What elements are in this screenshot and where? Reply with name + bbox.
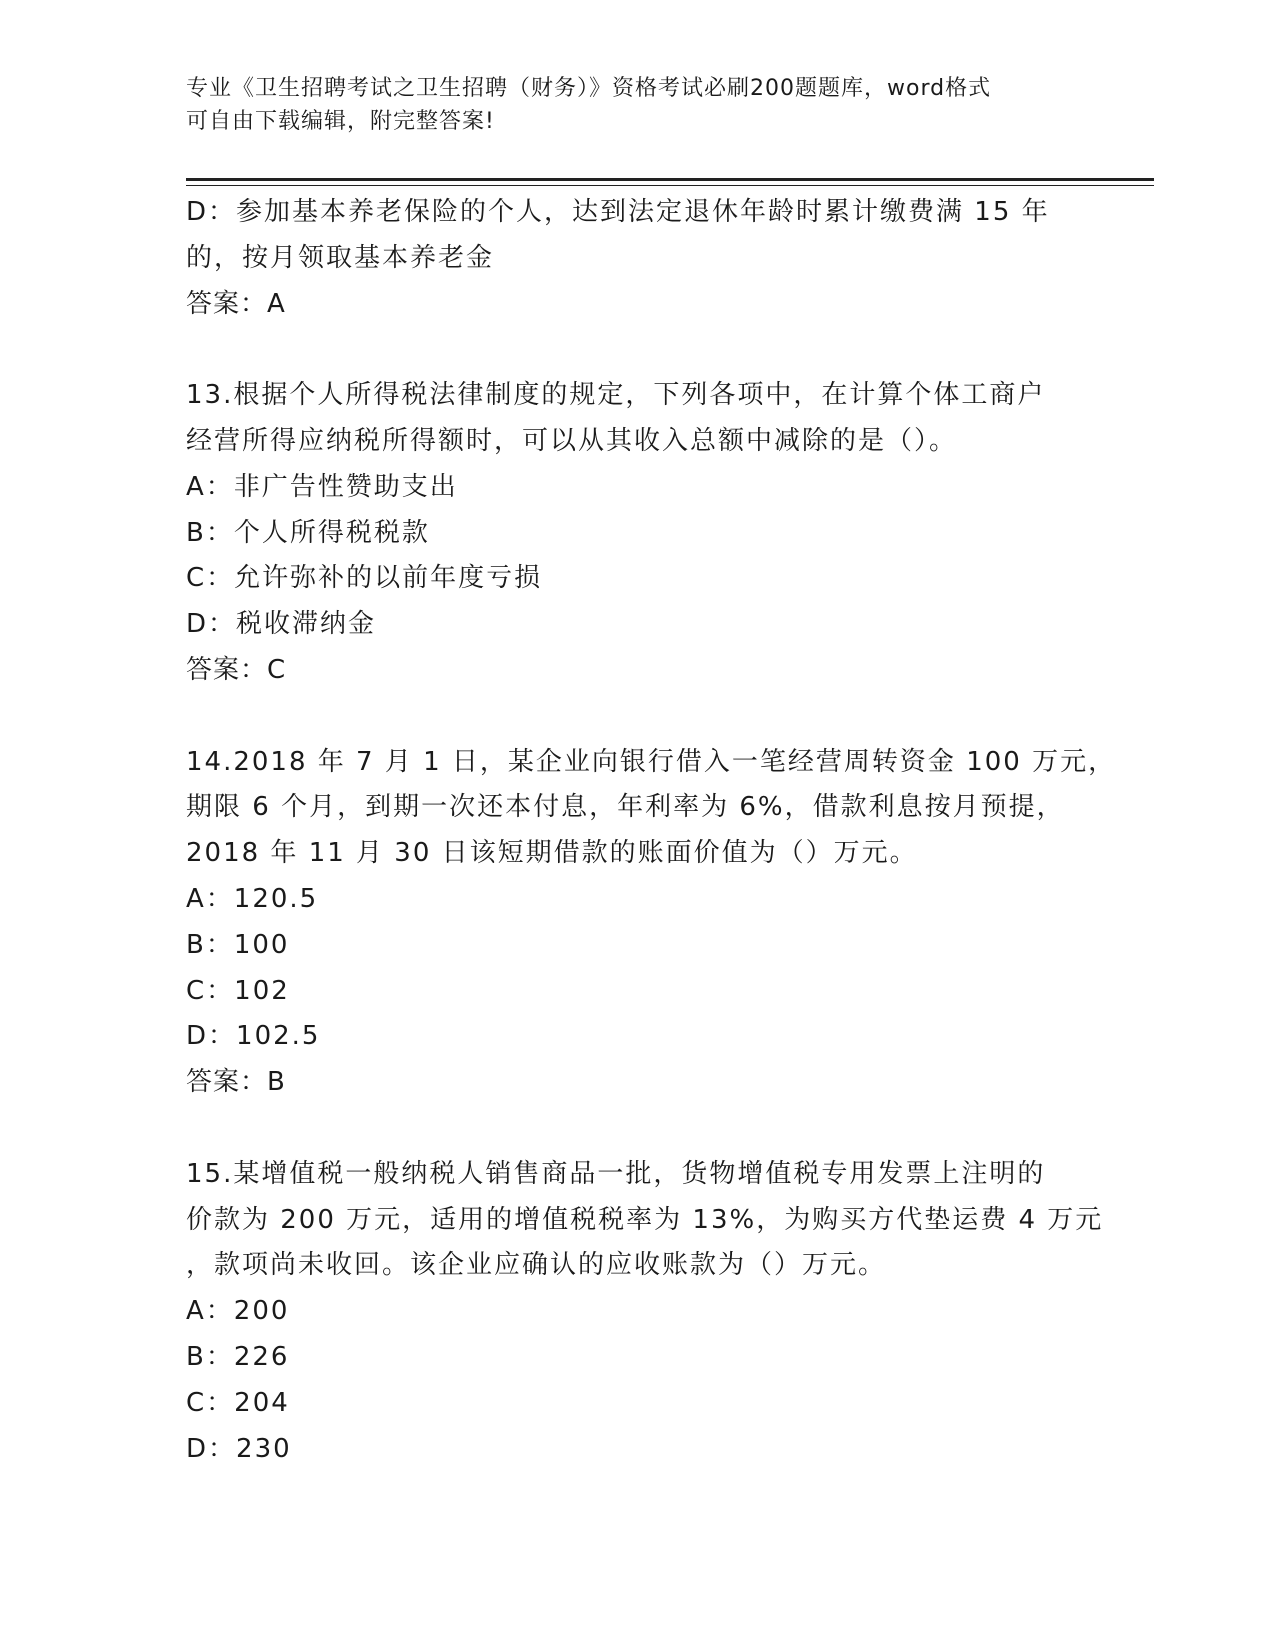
q15-option-d: D：230 (186, 1433, 292, 1464)
q13-stem-line-1: 13.根据个人所得税法律制度的规定，下列各项中，在计算个体工商户 (186, 380, 1046, 411)
q12-answer: 答案：A (186, 288, 286, 319)
q13-option-c: C：允许弥补的以前年度亏损 (186, 563, 543, 594)
q14-option-d: D：102.5 (186, 1021, 321, 1052)
q14-option-c: C：102 (186, 975, 290, 1006)
q15-option-a: A：200 (186, 1296, 290, 1327)
q14-answer: 答案：B (186, 1067, 286, 1098)
q15-option-b: B：226 (186, 1341, 290, 1372)
question-content (186, 190, 1117, 1472)
q15-stem-line-1: 15.某增值税一般纳税人销售商品一批，货物增值税专用发票上注明的 (186, 1158, 1046, 1189)
header-title-line-1: 专业《卫生招聘考试之卫生招聘（财务）》资格考试必刷200题题库，word格式 (186, 76, 992, 101)
document-header (186, 72, 1066, 138)
q12-option-d-line-2: 的，按月领取基本养老金 (186, 242, 495, 273)
q14-stem-line-3: 2018 年 11 月 30 日该短期借款的账面价值为（）万元。 (186, 838, 918, 869)
q15-option-c: C：204 (186, 1387, 290, 1418)
q14-option-b: B：100 (186, 929, 290, 960)
q13-option-b: B：个人所得税税款 (186, 517, 430, 548)
q14-stem-line-2: 期限 6 个月，到期一次还本付息，年利率为 6%，借款利息按月预提， (186, 792, 1065, 823)
header-divider-thick (186, 178, 1154, 181)
header-divider-thin (186, 185, 1154, 186)
q13-option-d: D：税收滞纳金 (186, 609, 377, 640)
q13-answer: 答案：C (186, 654, 287, 685)
spacer (186, 1106, 1086, 1152)
q13-option-a: A：非广告性赞助支出 (186, 471, 458, 502)
q14-stem-line-1: 14.2018 年 7 月 1 日，某企业向银行借入一笔经营周转资金 100 万元， (186, 746, 1117, 777)
q15-stem-line-2: 价款为 200 万元，适用的增值税税率为 13%，为购买方代垫运费 4 万元 (186, 1204, 1104, 1235)
q15-stem-line-3: ，款项尚未收回。该企业应确认的应收账款为（）万元。 (186, 1250, 887, 1281)
q14-option-a: A：120.5 (186, 883, 319, 914)
q13-stem-line-2: 经营所得应纳税所得额时，可以从其收入总额中减除的是（）。 (186, 425, 958, 456)
header-title-line-2: 可自由下载编辑，附完整答案! (186, 109, 495, 134)
spacer (186, 694, 1086, 740)
spacer (186, 327, 1086, 373)
q12-option-d-line-1: D：参加基本养老保险的个人，达到法定退休年龄时累计缴费满 15 年 (186, 197, 1050, 227)
